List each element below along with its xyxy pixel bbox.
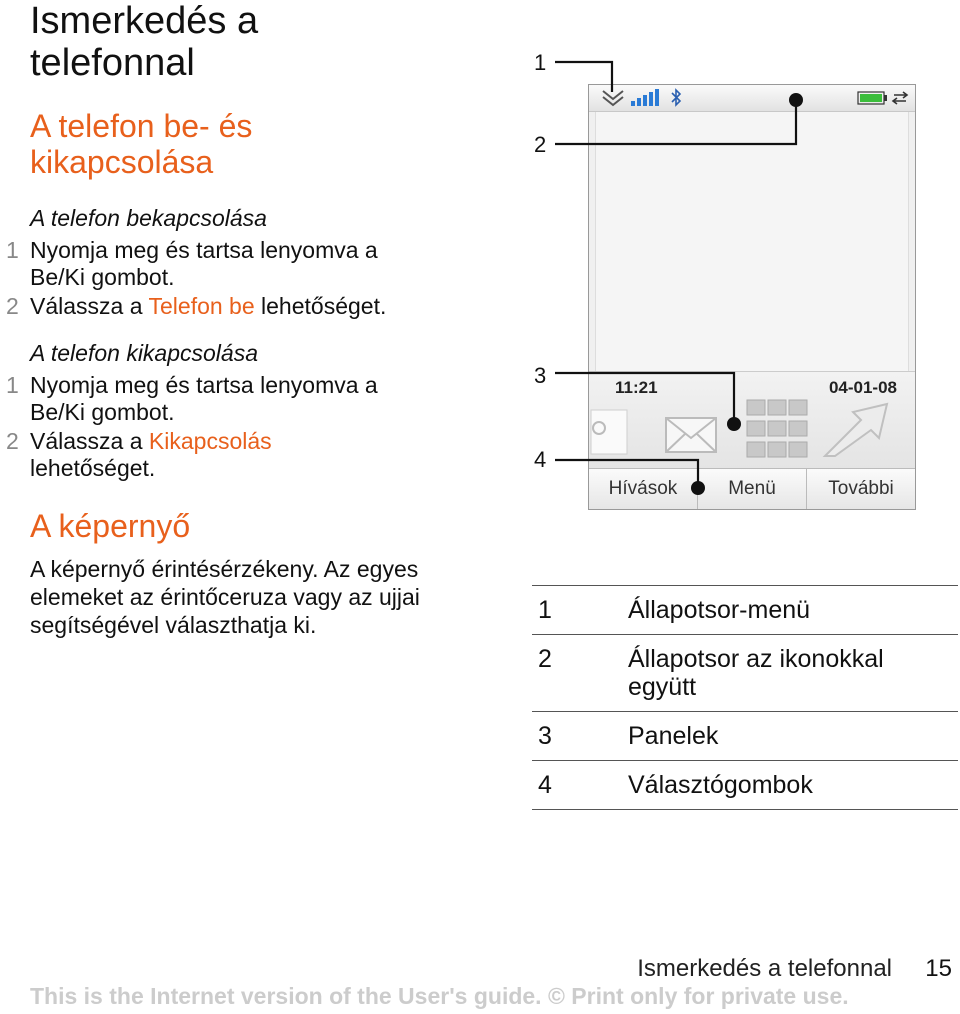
section-heading-screen: A képernyő	[30, 508, 191, 544]
legend-number: 1	[538, 596, 552, 624]
step-number: 2	[6, 428, 19, 454]
callout-dot-2	[789, 93, 803, 107]
step-number: 1	[6, 237, 19, 263]
callout-2: 2	[534, 132, 547, 157]
leader-line-4	[555, 460, 698, 488]
softkey-calls[interactable]: Hívások	[589, 469, 698, 509]
page-title: Ismerkedés a telefonnal	[30, 0, 259, 84]
step-text: Nyomja meg és tartsa lenyomva a	[30, 237, 378, 263]
footer-section-title: Ismerkedés a telefonnal	[637, 955, 892, 982]
step-number: 2	[6, 293, 19, 319]
menu-option-shutdown: Kikapcsolás	[148, 428, 272, 454]
step-text: lehetőséget.	[261, 293, 387, 319]
step-number: 1	[6, 372, 19, 398]
date: 04-01-08	[828, 378, 897, 397]
step-text: Válassza a	[30, 428, 143, 454]
menu-option-phone-on: Telefon be	[148, 293, 255, 319]
section-heading-power: A telefon be- és kikapcsolása	[30, 108, 253, 180]
legend-row	[532, 711, 958, 760]
legend-row	[532, 585, 958, 634]
clock: 11:21	[615, 378, 658, 397]
leader-line-3	[555, 373, 734, 424]
leader-line-1	[555, 62, 612, 92]
callout-dot-3	[727, 417, 741, 431]
legend-number: 2	[538, 645, 552, 673]
page-number: 15	[925, 955, 952, 982]
legend-row	[532, 634, 958, 711]
legend-number: 3	[538, 722, 552, 750]
callout-dot-4	[691, 481, 705, 495]
legend-text: Állapotsor az ikonokkal együtt	[628, 645, 884, 701]
screen-description: A képernyő érintésérzékeny. Az egyes elemeket az érintőceruza vagy az ujjai segítségével választhatja ki.	[30, 556, 420, 638]
step-text: Válassza a	[30, 293, 143, 319]
step-text: Nyomja meg és tartsa lenyomva a	[30, 372, 378, 398]
subheading-turn-on: A telefon bekapcsolása	[30, 205, 267, 231]
callout-4: 4	[534, 447, 547, 472]
subheading-turn-off: A telefon kikapcsolása	[30, 340, 259, 366]
legend-text: Állapotsor-menü	[628, 596, 811, 624]
callout-3: 3	[534, 363, 547, 388]
legend-text: Panelek	[628, 722, 719, 750]
legend-text: Választógombok	[628, 771, 813, 799]
leader-line-2	[555, 100, 796, 144]
disclaimer: This is the Internet version of the User's guide. © Print only for private use.	[30, 983, 849, 1009]
softkey-more[interactable]: További	[807, 469, 915, 509]
callout-1: 1	[534, 50, 547, 75]
legend-table	[532, 585, 958, 810]
legend-row	[532, 760, 958, 810]
softkey-menu[interactable]: Menü	[698, 469, 807, 509]
step-text-cont: Be/Ki gombot.	[30, 399, 175, 425]
step-text-cont: lehetőséget.	[30, 455, 156, 481]
step-text-cont: Be/Ki gombot.	[30, 264, 175, 290]
legend-number: 4	[538, 771, 552, 799]
